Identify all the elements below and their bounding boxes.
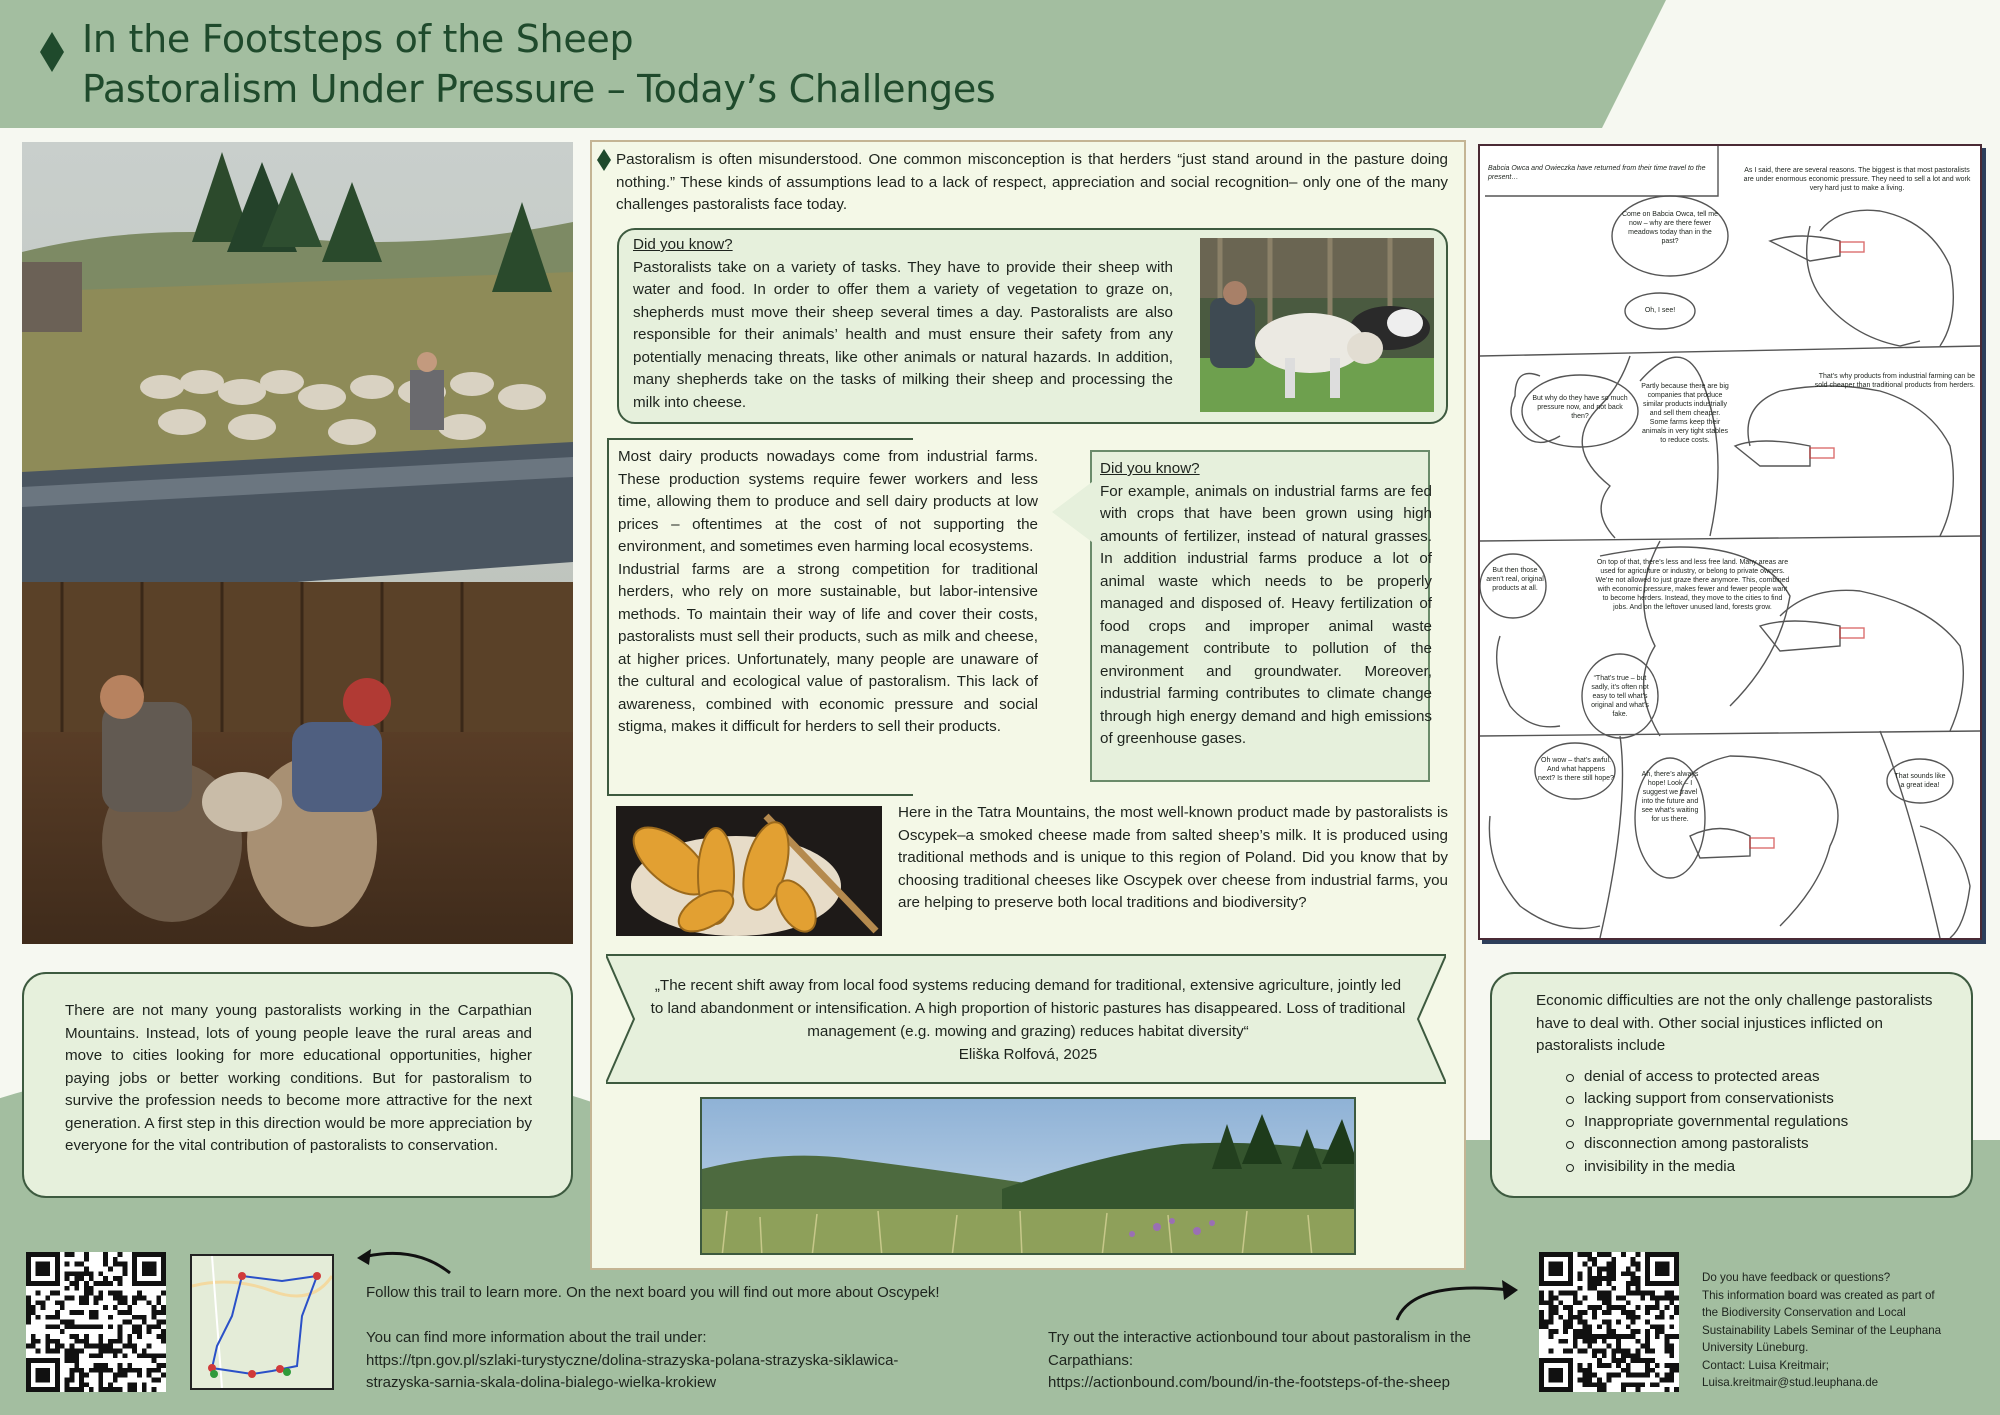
comic-bubble-2: Oh, I see! [1644, 307, 1676, 314]
did-you-know-tasks [633, 234, 1173, 414]
credits-line: Do you have feedback or questions? [1702, 1271, 1891, 1284]
section-divider-left [607, 438, 609, 796]
tour-url[interactable]: https://actionbound.com/bound/in-the-footsteps-of-the-sheep [1048, 1374, 1450, 1391]
follow-trail-text: Follow this trail to learn more. On the next board you will find out more about Oscypek! [366, 1284, 940, 1301]
meadow-photo [700, 1097, 1356, 1255]
section-divider-bottom [608, 794, 913, 796]
credits-line: This information board was created as part of [1702, 1288, 1935, 1302]
comic-panel1-text: As I said, there are several reasons. The biggest is that most pastoralists are under enormous economic pressure. They need to sell a lot and work very hard just to make a living. [1743, 167, 1971, 192]
comic-strip [1478, 144, 1982, 940]
quote [650, 974, 1406, 1066]
dairy-text [618, 446, 1038, 739]
comic-bubble-1: Come on Babcia Owca, tell me now – why are there fewer meadows today than in the past? [1621, 211, 1719, 245]
comic-bubble-5: But then those aren’t real, original products at all. [1486, 567, 1544, 592]
comic-panel2-text: That’s why products from industrial farming can be sold cheaper than traditional products from herders. [1814, 373, 1975, 389]
trail-info-label: You can find more information about the trail under: [366, 1329, 707, 1346]
quote-text: „The recent shift away from local food systems reducing demand for traditional, extensive agriculture, jointly led to land abandonment or intensification. A high proportion of historic pastures has disappeared. Loss of traditional management (e.g. mowing and grazing) reduces habitat diversity“ [650, 977, 1406, 1040]
tour-label-line-1: Try out the interactive actionbound tour about pastoralism in the [1048, 1329, 1472, 1346]
did-you-know-tasks-text: Pastoralists take on a variety of tasks. They have to provide their sheep with water and food. In order to offer them a variety of vegetation to graze on, shepherds must move their sheep several times a day. Pastoralists are also responsible for their animals’ health and must ensure their safety from any potentially menacing threats, like other animals or natural hazards. In addition, many shepherds take on the tasks of milking their sheep and processing the milk into cheese. [633, 258, 1173, 411]
did-you-know-heading: Did you know? [633, 236, 733, 253]
section-divider-top [608, 438, 913, 440]
comic-caption: Babcia Owca and Owieczka have returned from their time travel to the present… [1488, 165, 1706, 181]
comic-bubble-6: On top of that, there’s less and less free land. Many areas are used for agriculture or industry, or belong to private owners. We’re not allowed to just graze there anymore. This, combined with economic pressure, makes fewer and fewer people want to become herders. Instead, they move to the cities to find jobs. And on the leftover unused land, forests grow. [1595, 559, 1790, 611]
comic-bubble-3: But why do they have so much pressure now, and not back then? [1532, 395, 1628, 420]
credits-line: Contact: Luisa Kreitmair; [1702, 1358, 1829, 1372]
list-item: denial of access to protected areas [1536, 1066, 1946, 1089]
oscypek-cheese-photo [616, 806, 882, 936]
list-item: invisibility in the media [1536, 1156, 1946, 1179]
quote-author: Eliška Rolfová, 2025 [958, 1046, 1098, 1063]
comic-bubble-7: “That’s true – but sadly, it’s often not easy to tell what’s original and what’s fake. [1591, 675, 1649, 718]
social-injustices-intro: Economic difficulties are not the only challenge pastoralists have to deal with. Other social injustices inflicted on pastoralists include [1536, 992, 1933, 1054]
comic-bubble-8: Oh wow – that’s awful. And what happens next? Is there still hope? [1538, 757, 1614, 782]
actionbound-tour [1048, 1327, 1538, 1395]
list-item: Inappropriate governmental regulations [1536, 1111, 1946, 1134]
dairy-paragraph-2: Industrial farms are a strong competition for traditional herders, who rely on more sustainable, but labor-intensive methods. To maintain their way of life and cover their costs, pastoralists must sell their products, such as milk and cheese, at higher prices. Unfortunately, many people are unaware of the cultural and ecological value of pastoralism. This lack of awareness, combined with economic pressure and social stigma, makes it difficult for herders to sell their products. [618, 560, 1038, 735]
credits-line: the Biodiversity Conservation and Local [1702, 1306, 1906, 1319]
comic-bubble-4: Partly because there are big companies that produce similar products industrially and sell them cheaper. Some farms keep their animals in very tight stables to reduce costs. [1641, 383, 1729, 444]
title-line-2: Pastoralism Under Pressure – Today’s Challenges [82, 67, 996, 111]
arrow-right-icon [1392, 1270, 1522, 1325]
actionbound-qr-code[interactable] [1539, 1252, 1679, 1392]
title-line-1: In the Footsteps of the Sheep [82, 17, 634, 61]
shepherd-milking-photo [1200, 238, 1434, 412]
trail-url-line-2[interactable]: strazyska-sarnia-skala-dolina-bialego-wielka-krokiew [366, 1374, 717, 1391]
trail-map[interactable] [190, 1254, 334, 1390]
dairy-paragraph-1: Most dairy products nowadays come from industrial farms. These production systems require fewer workers and less time, allowing them to produce and sell dairy products at low prices – oftentimes at the cost of not supporting the environment, and sometimes even harming local ecosystems. [618, 448, 1038, 555]
trail-url-line-1[interactable]: https://tpn.gov.pl/szlaki-turystyczne/dolina-strazyska-polana-strazyska-siklawica- [366, 1351, 899, 1369]
tour-label-line-2: Carpathians: [1048, 1351, 1134, 1369]
credits [1702, 1269, 1992, 1392]
milking-sheep-photo [22, 142, 573, 944]
did-you-know-industrial [1100, 458, 1432, 751]
arrow-left-icon [355, 1245, 455, 1275]
comic-panels [1480, 146, 1980, 938]
credits-line: University Lüneburg. [1702, 1341, 1809, 1354]
credits-line: Sustainability Labels Seminar of the Leuphana [1702, 1323, 1942, 1337]
social-injustices-list [1536, 1066, 1946, 1179]
oscypek-text: Here in the Tatra Mountains, the most well-known product made by pastoralists is Oscypek–a smoked cheese made from salted sheep’s milk. It is produced using traditional methods and is unique to this region of Poland. Did you know that by choosing traditional cheeses like Oscypek over cheese from industrial farms, you are helping to preserve both local traditions and biodiversity? [898, 804, 1448, 911]
page-title [82, 14, 995, 114]
trail-qr-code[interactable] [26, 1252, 166, 1392]
list-item: lacking support from conservationists [1536, 1088, 1946, 1111]
intro-text: Pastoralism is often misunderstood. One common misconception is that herders “just stand around in the pasture doing nothing.” These kinds of assumptions lead to a lack of respect, appreciation and social recognition– only one of the many challenges pastoralists face today. [616, 151, 1448, 213]
comic-bubble-10: That sounds like a great idea! [1894, 773, 1946, 789]
list-item: disconnection among pastoralists [1536, 1133, 1946, 1156]
comic-bubble-9: Ah, there’s always hope! Look – I suggest we travel into the future and see what’s waiting for us there. [1641, 771, 1699, 823]
did-you-know-heading-2: Did you know? [1100, 460, 1200, 477]
social-injustices [1536, 990, 1946, 1178]
did-you-know-industrial-text: For example, animals on industrial farms are fed with crops that have been grown using high amounts of fertilizer, instead of natural grasses. In addition industrial farms produce a lot of animal waste which needs to be properly managed and disposed of. Heavy fertilization of food crops and improper animal waste management contribute to pollution of the environment and groundwater. Moreover, industrial farming contributes to climate change through high energy demand and high emissions of greenhouse gases. [1100, 482, 1432, 747]
trail-info [366, 1327, 1006, 1395]
contact-email[interactable]: Luisa.kreitmair@stud.leuphana.de [1702, 1376, 1879, 1389]
young-pastoralists-text: There are not many young pastoralists working in the Carpathian Mountains. Instead, lots of young people leave the rural areas and move to cities looking for more educational opportunities, higher paying jobs or better working conditions. But for pastoralism to survive the profession needs to become more attractive for the next generation. A first step in this direction would be more appreciation by everyone for the vital contribution of pastoralists to conservation. [65, 1002, 532, 1154]
